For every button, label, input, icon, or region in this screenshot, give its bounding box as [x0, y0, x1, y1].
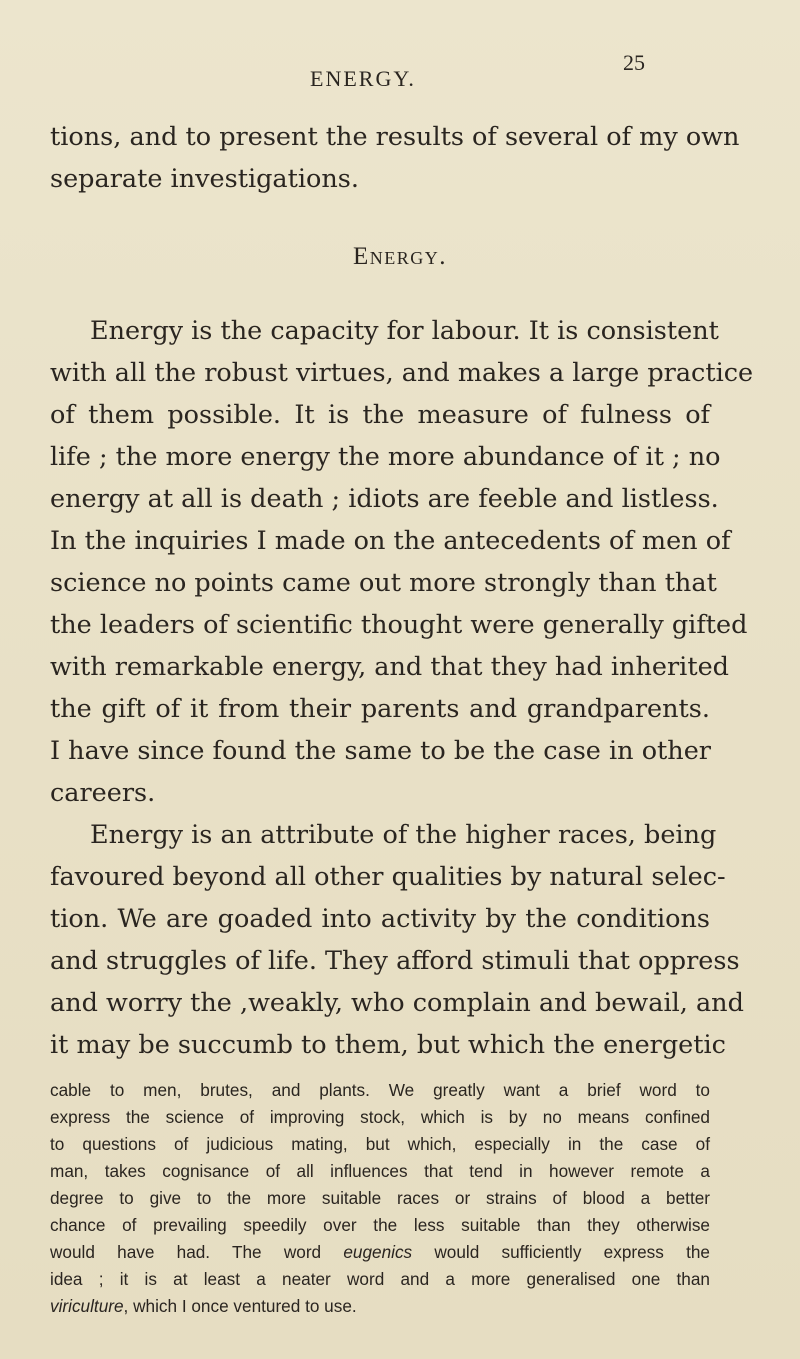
footnote-text: , which I once ventured to use.: [123, 1296, 357, 1316]
footnote-text: would sufficiently express the: [434, 1242, 710, 1262]
body-line: life ; the more energy the more abundance of it ; no: [50, 442, 721, 472]
footnote-line: to questions of judicious mating, but which, especially in the case of: [50, 1134, 710, 1154]
page-number: 25: [623, 50, 645, 75]
body-line: careers.: [50, 778, 156, 808]
footnote-line: chance of prevailing speedily over the less suitable than they otherwise: [50, 1215, 710, 1235]
body-line: favoured beyond all other qualities by natural selec-: [50, 862, 726, 892]
body-line: and worry the ,weakly, who complain and bewail, and: [50, 988, 744, 1018]
footnote-line: [50, 1239, 710, 1265]
footnote-line: idea ; it is at least a neater word and a more generalised one than: [50, 1269, 710, 1289]
body-line: Energy is an attribute of the higher races, being: [90, 820, 717, 850]
footnote-line: cable to men, brutes, and plants. We greatly want a brief word to: [50, 1080, 710, 1100]
footnote-line: express the science of improving stock, which is by no means confined: [50, 1107, 710, 1127]
body-line: Energy is the capacity for labour. It is consistent: [90, 316, 719, 346]
body-line: with remarkable energy, and that they had inherited: [50, 652, 729, 682]
body-line: separate investigations.: [50, 164, 360, 194]
footnote-line: [50, 1293, 357, 1319]
footnote-term-viriculture: viriculture: [50, 1296, 124, 1316]
body-line: of them possible. It is the measure of fulness of: [50, 400, 710, 430]
section-title: Energy.: [352, 243, 448, 270]
body-line: I have since found the same to be the case in other: [50, 736, 711, 766]
body-line: and struggles of life. They afford stimuli that oppress: [50, 946, 740, 976]
body-line: with all the robust virtues, and makes a large practice: [50, 358, 754, 388]
body-line: it may be succumb to them, but which the energetic: [50, 1030, 726, 1060]
body-line: energy at all is death ; idiots are feeble and listless.: [50, 484, 719, 514]
body-line: tion. We are goaded into activity by the conditions: [50, 904, 710, 934]
footnote-line: man, takes cognisance of all influences that tend in however remote a: [50, 1161, 710, 1181]
body-line: the gift of it from their parents and grandparents.: [50, 694, 710, 724]
footnote-term-eugenics: eugenics: [343, 1242, 413, 1262]
footnote-text: would have had. The word: [50, 1242, 322, 1262]
body-line: science no points came out more strongly than that: [50, 568, 717, 598]
body-line: the leaders of scientific thought were generally gifted: [50, 610, 748, 640]
body-line: tions, and to present the results of several of my own: [50, 122, 740, 152]
body-line: In the inquiries I made on the antecedents of men of: [50, 526, 731, 556]
running-head: ENERGY.: [310, 66, 416, 91]
footnote-line: degree to give to the more suitable races or strains of blood a better: [50, 1188, 710, 1208]
